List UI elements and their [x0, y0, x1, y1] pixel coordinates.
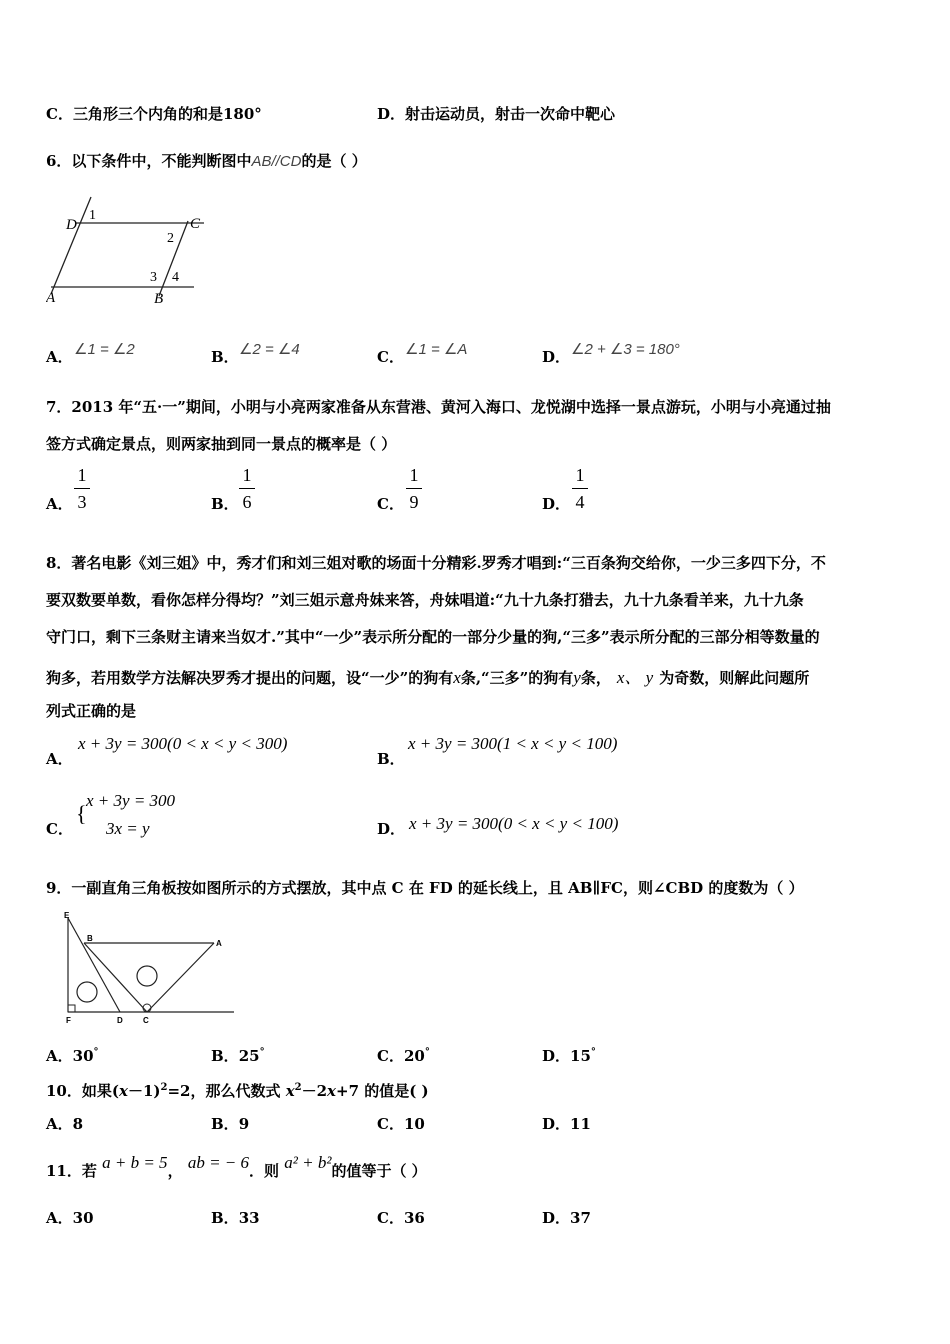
q10-stem: 10．如果$(x-1)^2=2$，那么代数式 $x^2-2x+7$ 的值是( )	[46, 1082, 429, 1100]
q10-option-c: C．10	[377, 1115, 425, 1133]
q6-option-c-math: ∠1 = ∠A	[405, 341, 468, 358]
q6-option-d-math: ∠2 + ∠3 = 180°	[571, 341, 680, 358]
q8-stem-line1: 8．著名电影《刘三姐》中，秀才们和刘三姐对歌的场面十分精彩.罗秀才唱到:“三百条狗交给你，一少三多四下分，不	[46, 554, 826, 572]
q6-option-d-letter: D．	[542, 348, 571, 366]
q8-stem-line3: 守门口，剩下三条财主请来当奴才.”其中“一少”表示所分配的一部分少量的狗,“三多”表示所分配的三部分相等数量的	[46, 628, 820, 646]
q5-option-d: D．射击运动员，射击一次命中靶心	[377, 105, 616, 123]
q8-option-a-math: x + 3y = 300(0 < x < y < 300)	[78, 734, 288, 753]
q9-fig-label-A: A	[216, 939, 222, 948]
q6-fig-label-A: A	[46, 290, 56, 306]
q6-option-b-letter: B．	[211, 348, 239, 366]
q5-option-c: C．三角形三个内角的和是180°	[46, 105, 262, 123]
q10-option-d: D．11	[542, 1115, 591, 1133]
q6-option-b-math: ∠2 = ∠4	[239, 341, 300, 358]
q9-option-c: C．20°	[377, 1047, 430, 1065]
q7-stem-line1: 7．2013 年“五·一”期间，小明与小亮两家准备从东营港、黄河入海口、龙悦湖中选择一景点游玩，小明与小亮通过抽	[46, 398, 831, 416]
q11-math-product: ab = − 6	[187, 1153, 250, 1172]
q9-triangle-figure	[58, 910, 236, 1028]
q11-option-a: A．30	[46, 1209, 94, 1227]
q11-math-squares: a² + b²	[284, 1153, 332, 1172]
q7-stem-line2: 签方式确定景点，则两家抽到同一景点的概率是（ ）	[46, 435, 397, 453]
q6-stem: 6．以下条件中，不能判断图中AB//CD的是（ ）	[46, 152, 367, 170]
q7-option-d-fraction: 1 4	[572, 464, 588, 513]
q7-option-c-letter: C．	[377, 495, 404, 513]
q8-stem-line2: 要双数要单数，看你怎样分得均？”刘三姐示意舟妹来答，舟妹唱道:“九十九条打猎去，九十九条看羊来，九十九条	[46, 591, 804, 609]
q8-stem-line4: 狗多，若用数学方法解决罗秀才提出的问题，设“一少”的狗有x条,“三多”的狗有y条， x、 y 为奇数，则解此问题所	[46, 668, 810, 687]
q7-option-d-letter: D．	[542, 495, 571, 513]
q9-fig-label-C: C	[143, 1016, 149, 1025]
q9-stem: 9．一副直角三角板按如图所示的方式摆放，其中点 C 在 FD 的延长线上，且 AB∥FC，则∠CBD 的度数为（ ）	[46, 879, 804, 897]
q9-fig-label-E: E	[64, 911, 70, 920]
q8-option-b-math: x + 3y = 300(1 < x < y < 100)	[408, 734, 618, 753]
q8-option-d-math: x + 3y = 300(0 < x < y < 100)	[409, 814, 619, 833]
q8-option-c-letter: C．	[46, 820, 73, 838]
q6-fig-label-C: C	[190, 216, 201, 232]
q6-option-c-letter: C．	[377, 348, 404, 366]
q9-fig-label-B: B	[87, 934, 93, 943]
q10-option-b: B．9	[211, 1115, 250, 1133]
q9-fig-label-D: D	[117, 1016, 123, 1025]
q8-option-c-brace: {	[76, 801, 87, 826]
q6-fig-label-B: B	[154, 291, 164, 307]
q7-option-b-letter: B．	[211, 495, 239, 513]
q6-option-a-letter: A．	[46, 348, 73, 366]
q6-fig-label-1: 1	[89, 208, 96, 223]
q8-option-c-math2: 3x = y	[106, 819, 150, 838]
q11-option-c: C．36	[377, 1209, 425, 1227]
q11-option-d: D．37	[542, 1209, 591, 1227]
q8-option-b-letter: B．	[377, 750, 405, 768]
q6-option-a-math: ∠1 = ∠2	[74, 341, 135, 358]
q6-parallelogram-figure	[46, 192, 206, 308]
q8-option-c-math1: x + 3y = 300	[86, 791, 176, 810]
q6-fig-label-4: 4	[172, 270, 179, 285]
q6-fig-label-D: D	[66, 217, 77, 233]
q7-option-a-fraction: 1 3	[74, 464, 90, 513]
q8-option-a-letter: A．	[46, 750, 73, 768]
q6-stem-math: AB//CD	[251, 153, 302, 170]
q11-math-sum: a + b = 5	[102, 1153, 168, 1172]
q11-stem: 11．若 a + b = 5， ab = − 6．则 a² + b²的值等于（ ）	[46, 1153, 427, 1180]
q9-option-b: B．25°	[211, 1047, 265, 1065]
q9-option-a: A．30°	[46, 1047, 99, 1065]
q7-option-a-letter: A．	[46, 495, 73, 513]
q7-option-c-fraction: 1 9	[406, 464, 422, 513]
q9-option-d: D．15°	[542, 1047, 596, 1065]
q10-option-a: A．8	[46, 1115, 84, 1133]
q11-option-b: B．33	[211, 1209, 260, 1227]
q8-stem-line5: 列式正确的是	[46, 702, 137, 720]
q8-option-d-letter: D．	[377, 820, 406, 838]
q6-fig-label-3: 3	[150, 270, 157, 285]
q6-fig-label-2: 2	[167, 231, 174, 246]
q7-option-b-fraction: 1 6	[239, 464, 255, 513]
q9-fig-label-F: F	[66, 1016, 71, 1025]
